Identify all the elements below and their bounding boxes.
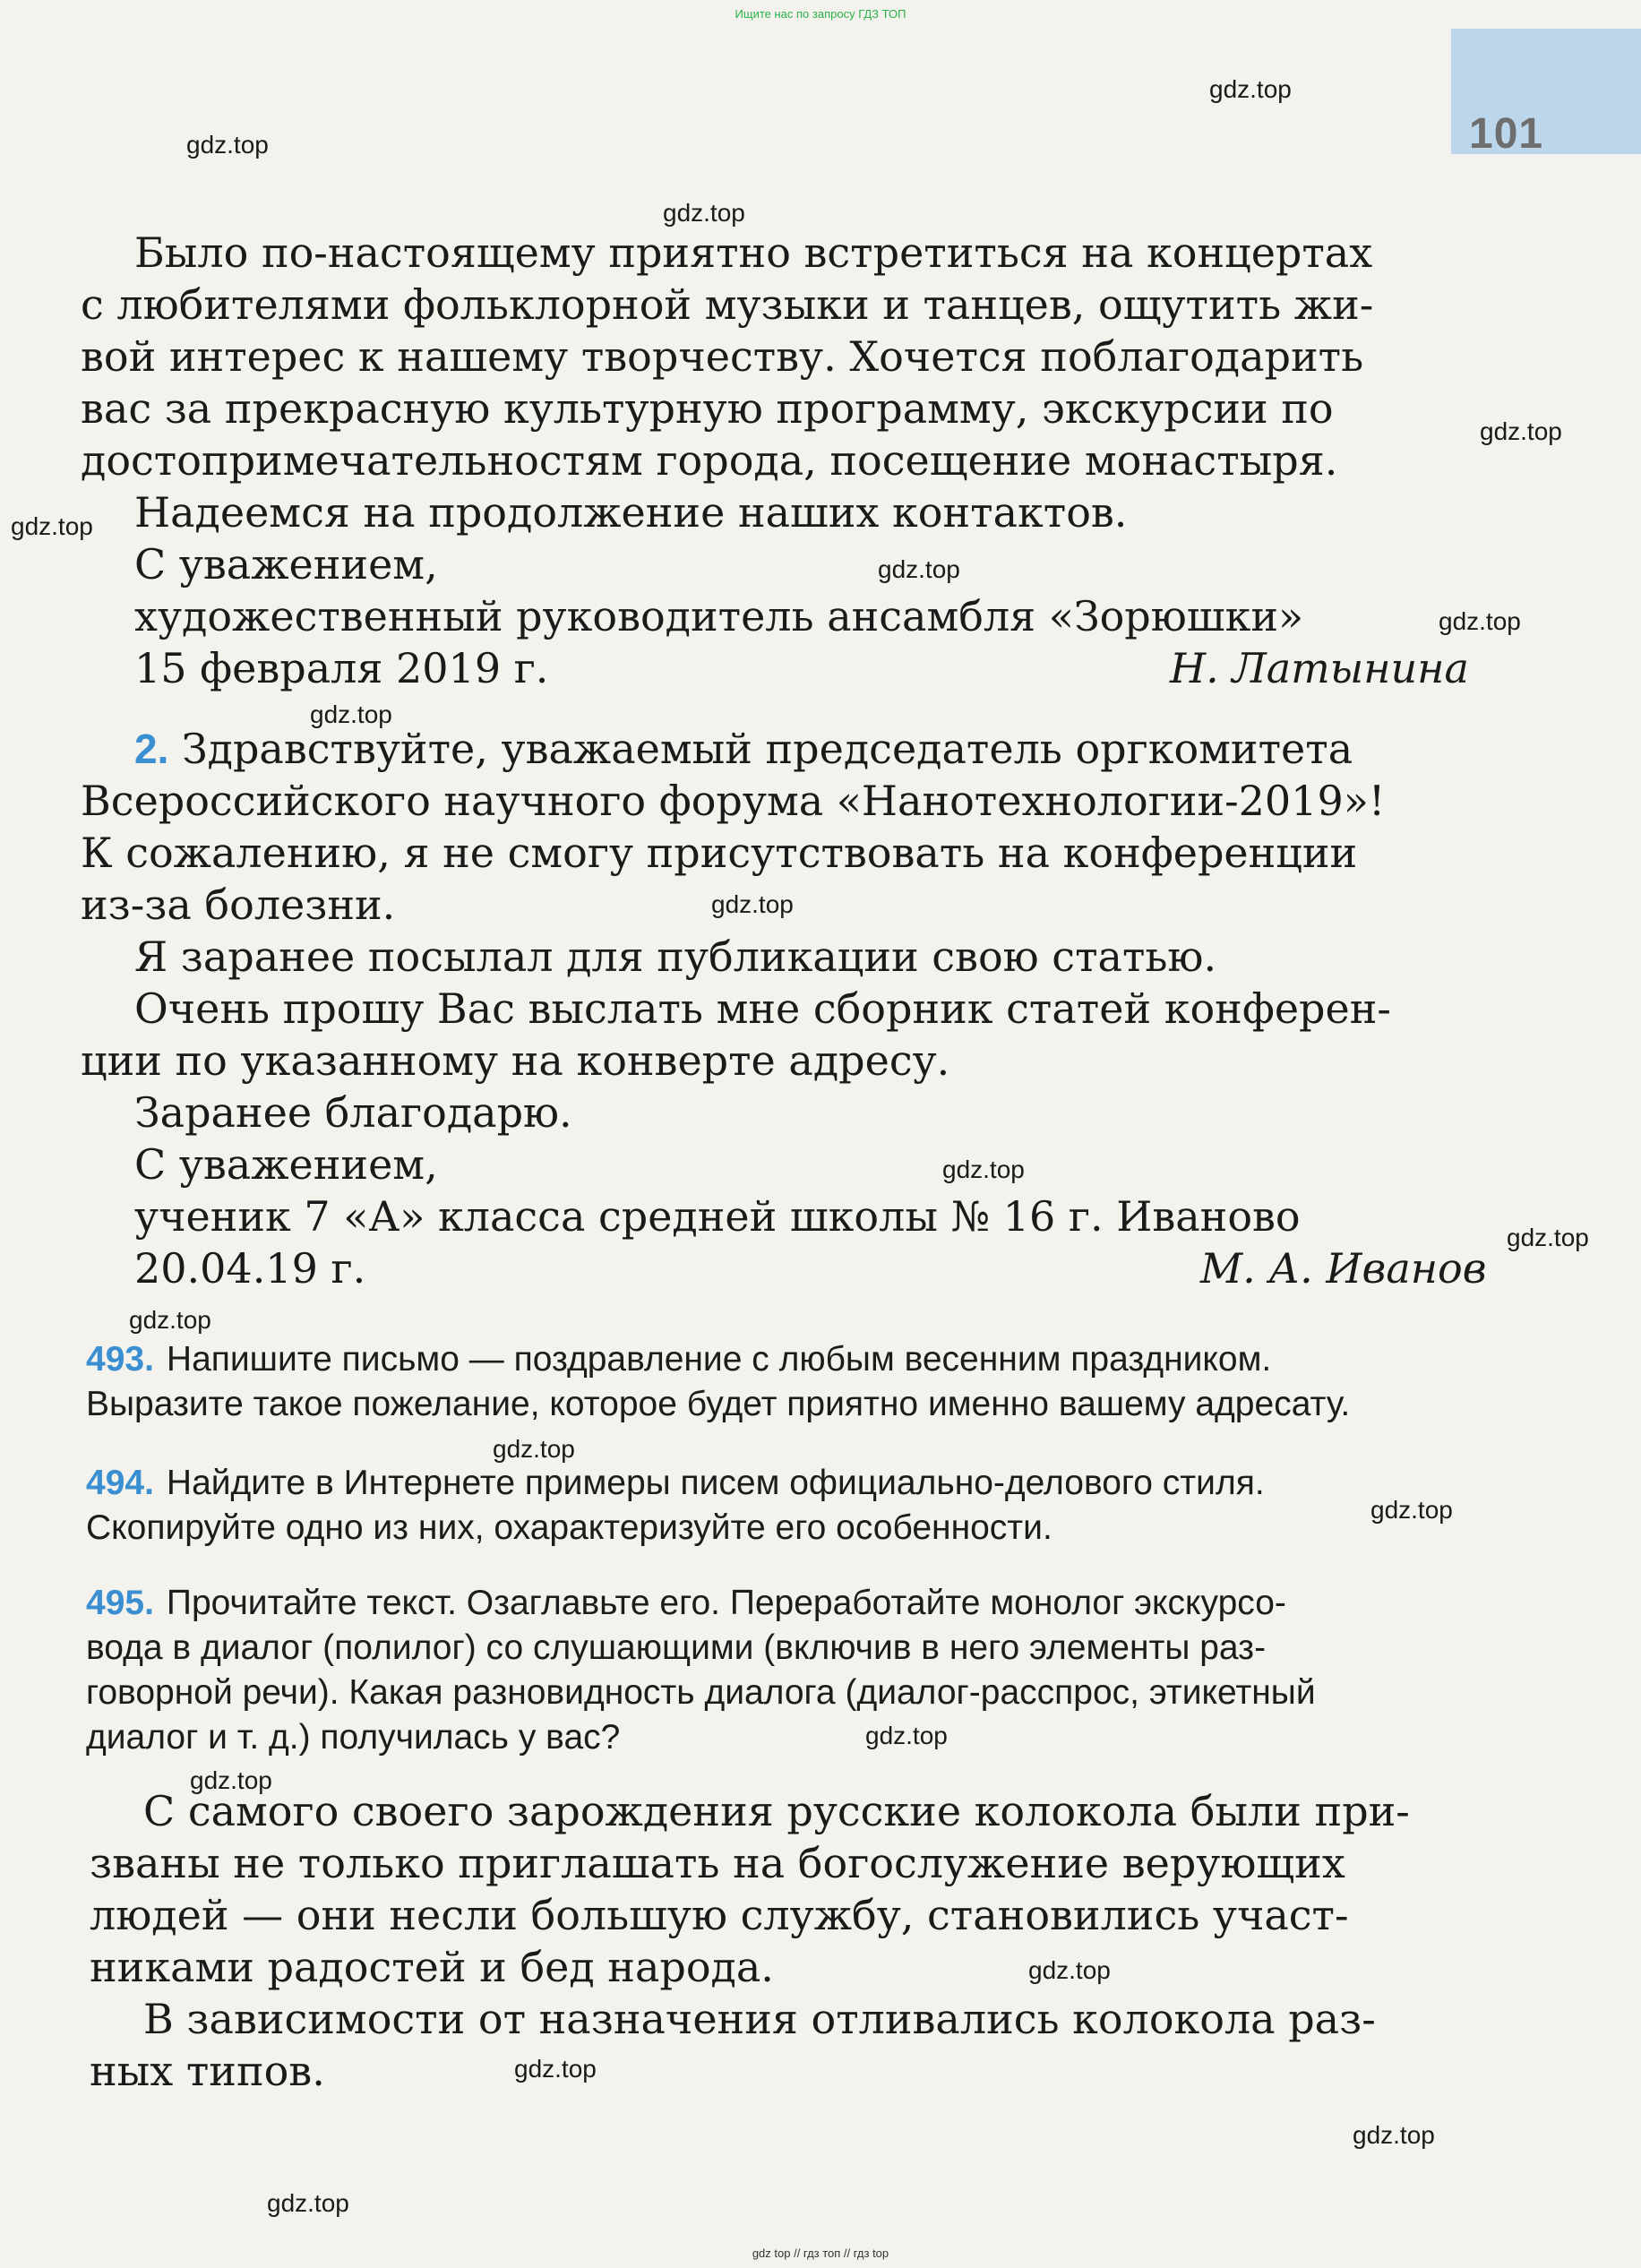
letter-1-line: достопримечательностям города, посещение монастыря.: [81, 436, 1338, 485]
watermark: gdz.top: [11, 512, 93, 540]
watermark: gdz.top: [1370, 1496, 1453, 1524]
letter-1-date: 15 февраля 2019 г.: [134, 644, 549, 692]
task-number: 495.: [86, 1584, 154, 1622]
letter-1-line: Было по-настоящему приятно встретиться на концертах: [134, 228, 1373, 277]
page-number: 101: [1469, 110, 1544, 158]
letter-2-line: С уважением,: [134, 1140, 438, 1189]
letter-1-line: С уважением,: [134, 540, 438, 588]
watermark: gdz.top: [942, 1155, 1025, 1183]
watermark: gdz.top: [1353, 2121, 1435, 2149]
watermark: gdz.top: [711, 890, 794, 918]
reading-line: С самого своего зарождения русские колокола были при-: [143, 1787, 1410, 1835]
watermark: gdz.top: [1439, 607, 1521, 635]
task-first-line: [86, 1582, 1286, 1625]
letter-1-line: вас за прекрасную культурную программу, экскурсии по: [81, 384, 1334, 433]
watermark: gdz.top: [186, 131, 269, 159]
letter-1-line: вой интерес к нашему творчеству. Хочется поблагодарить: [81, 332, 1364, 381]
letter-2-number: 2.: [134, 726, 169, 772]
watermark: gdz.top: [865, 1722, 948, 1749]
watermark: gdz.top: [1507, 1224, 1589, 1251]
letter-2-line: из-за болезни.: [81, 881, 396, 929]
task-text: Напишите письмо — поздравление с любым весенним праздником.: [166, 1340, 1272, 1379]
task-line: говорной речи). Какая разновидность диалога (диалог-расспрос, этикетный: [86, 1673, 1316, 1712]
watermark: gdz.top: [1480, 417, 1562, 445]
letter-1-line: с любителями фольклорной музыки и танцев, ощутить жи-: [81, 280, 1374, 329]
task-line: диалог и т. д.) получилась у вас?: [86, 1718, 621, 1757]
task-line: вода в диалог (полилог) со слушающими (включив в него элементы раз-: [86, 1628, 1267, 1667]
task-text: Прочитайте текст. Озаглавьте его. Переработайте монолог экскурсо-: [166, 1584, 1286, 1622]
letter-1-line: художественный руководитель ансамбля «Зорюшки»: [134, 592, 1304, 640]
watermark: gdz.top: [663, 199, 745, 227]
task-first-line: [86, 1462, 1265, 1505]
reading-line: ных типов.: [90, 2047, 325, 2095]
watermark: gdz.top: [1209, 75, 1292, 103]
letter-2-line: Очень прошу Вас выслать мне сборник статей конферен-: [134, 984, 1391, 1033]
reading-line: В зависимости от назначения отливались колокола раз-: [143, 1995, 1376, 2043]
task-line: Скопируйте одно из них, охарактеризуйте его особенности.: [86, 1508, 1052, 1547]
letter-2-line: Я заранее посылал для публикации свою статью.: [134, 932, 1217, 981]
watermark: gdz.top: [514, 2055, 597, 2083]
task-number: 494.: [86, 1464, 154, 1502]
letter-2-line: Всероссийского научного форума «Нанотехнологии-2019»!: [81, 777, 1386, 825]
letter-1-line: Надеемся на продолжение наших контактов.: [134, 488, 1128, 537]
reading-line: званы не только приглашать на богослужение верующих: [90, 1839, 1345, 1887]
letter-2-signature: М. А. Иванов: [1200, 1244, 1487, 1293]
watermark: gdz.top: [878, 555, 960, 583]
reading-line: людей — они несли большую службу, становились участ-: [90, 1891, 1349, 1939]
letter-2-line: ученик 7 «А» класса средней школы № 16 г. Иваново: [134, 1192, 1301, 1241]
letter-2-line: ции по указанному на конверте адресу.: [81, 1036, 950, 1085]
letter-2-line: К сожалению, я не смогу присутствовать на конференции: [81, 829, 1358, 877]
letter-2-date: 20.04.19 г.: [134, 1244, 366, 1293]
watermark: gdz.top: [1028, 1956, 1111, 1984]
watermark: gdz.top: [129, 1306, 211, 1334]
letter-1-signature: Н. Латынина: [1170, 644, 1469, 692]
task-first-line: [86, 1338, 1271, 1381]
letter-2-first-text: Здравствуйте, уважаемый председатель оргкомитета: [182, 725, 1353, 773]
task-text: Найдите в Интернете примеры писем официально-делового стиля.: [166, 1464, 1265, 1502]
task-number: 493.: [86, 1340, 154, 1379]
task-line: Выразите такое пожелание, которое будет приятно именно вашему адресату.: [86, 1385, 1351, 1423]
watermark: gdz.top: [190, 1766, 272, 1794]
bottom-banner: gdz top // гдз топ // гдз top: [752, 2247, 889, 2260]
reading-line: никами радостей и бед народа.: [90, 1943, 774, 1991]
letter-2-line: Заранее благодарю.: [134, 1088, 572, 1137]
top-banner: Ищите нас по запросу ГДЗ ТОП: [735, 7, 906, 21]
watermark: gdz.top: [267, 2189, 349, 2217]
letter-2-first-line: [134, 724, 1353, 774]
watermark: gdz.top: [493, 1435, 575, 1463]
watermark: gdz.top: [310, 700, 392, 728]
